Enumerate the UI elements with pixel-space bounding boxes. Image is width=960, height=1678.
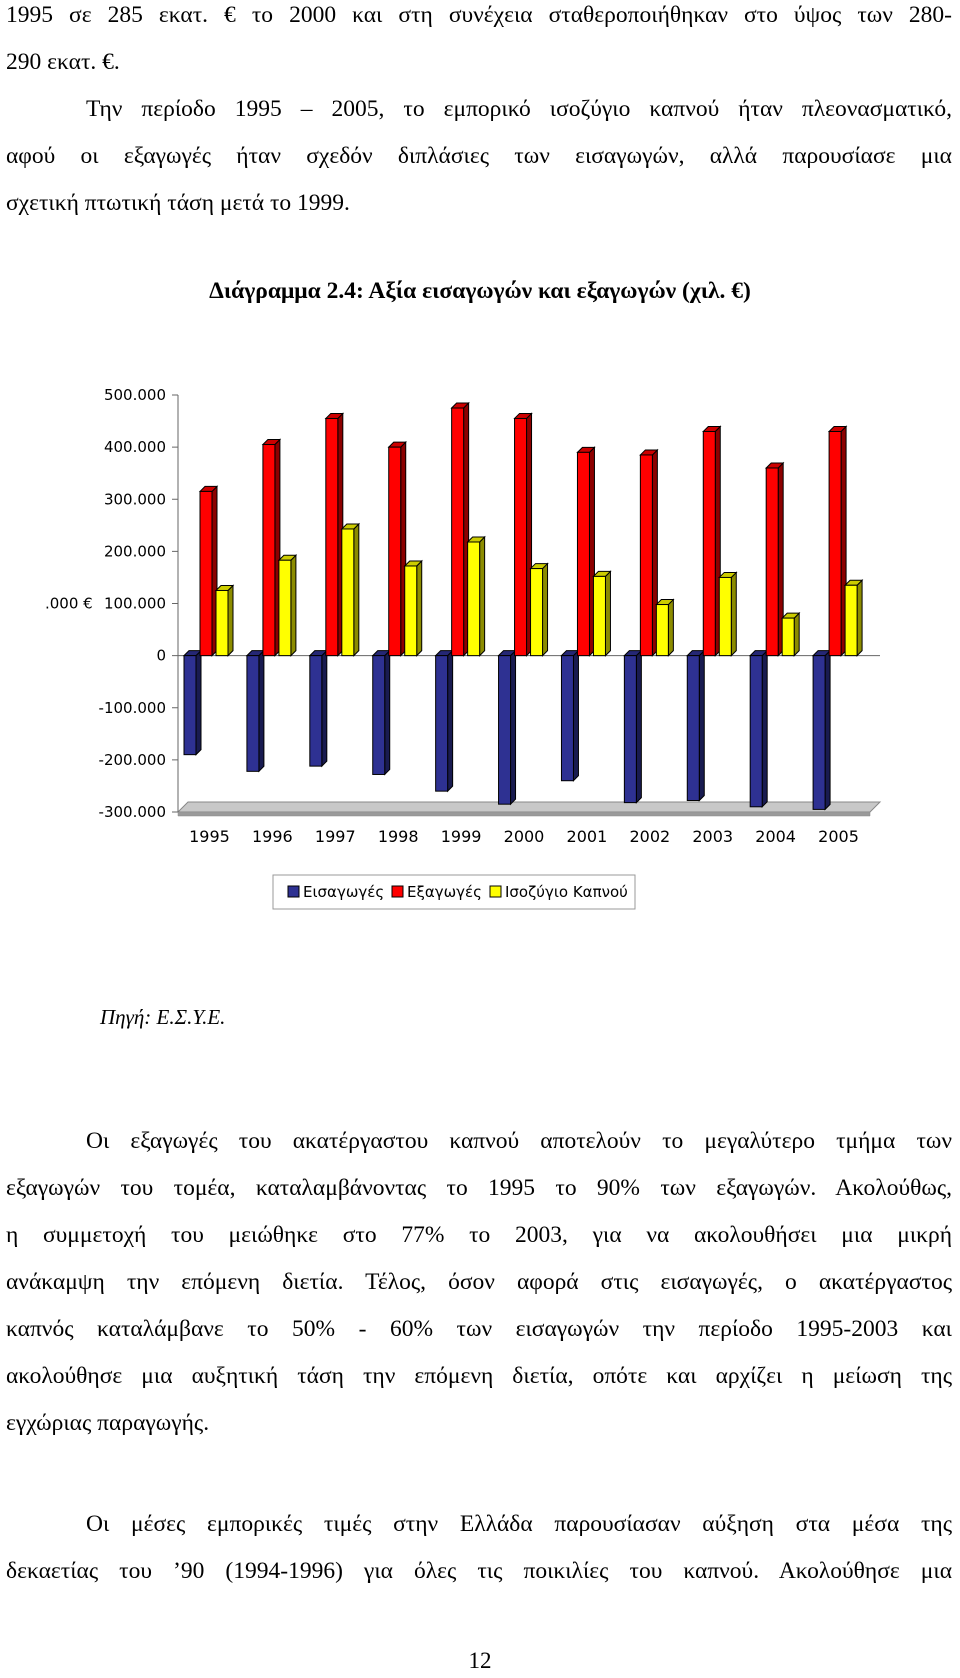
bar-side [511,651,516,805]
bar-side [417,561,422,656]
bar-side [228,585,233,655]
bar-εισαγωγές [561,651,578,781]
bar-εισαγωγές [373,651,390,775]
bar-front [656,605,668,656]
text-line: σχετική πτωτική τάση μετά το 1999. [6,190,350,216]
legend-swatch [288,886,299,897]
text-line: εγχώριας παραγωγής. [6,1410,210,1436]
bar-εισαγωγές [184,651,201,755]
bar-εξαγωγές [326,413,343,655]
paragraph-intro [6,0,952,227]
y-tick-label: 300.000 [103,490,166,509]
bar-front [200,491,212,655]
bar-ισοζύγιο-καπνού [468,537,485,656]
bar-front [310,656,322,767]
bar-front [405,566,417,656]
bar-ισοζύγιο-καπνού [719,572,736,655]
bar-front [468,542,480,656]
y-axis-label: .000 € [45,594,93,613]
bar-front [184,656,196,755]
bar-side [291,555,296,655]
y-tick-label: 200.000 [103,542,166,561]
bar-side [196,651,201,755]
bar-front [750,656,762,807]
bar-side [573,651,578,781]
bar-εισαγωγές [436,651,453,792]
x-tick-label: 1997 [314,827,356,846]
bar-side [480,537,485,656]
bar-ισοζύγιο-καπνού [216,585,233,655]
bar-front [342,529,354,656]
bar-front [687,656,699,801]
y-tick-label: 0 [156,646,166,665]
trade-balance-chart [0,386,960,940]
bar-front [279,560,291,655]
x-tick-label: 1999 [440,827,482,846]
bar-side [322,651,327,767]
bar-front [624,656,636,803]
text-line: Οι εξαγωγές του ακατέργαστου καπνού αποτελούν το μεγαλύτερο τμήμα των [86,1128,952,1154]
bar-front [640,455,652,656]
bar-εξαγωγές [515,413,532,655]
bar-side [636,651,641,803]
text-line: αφού οι εξαγωγές ήταν σχεδόν διπλάσιες των εισαγωγών, αλλά παρουσίασε μια [6,143,952,169]
bar-εξαγωγές [263,440,280,656]
x-tick-label: 2005 [818,827,859,846]
x-tick-label: 2000 [503,827,545,846]
x-tick-label: 2002 [629,827,671,846]
y-tick-label: 100.000 [103,594,166,613]
bar-front [593,576,605,655]
legend-swatch [490,886,501,897]
bar-front [719,577,731,655]
bar-front [326,418,338,655]
bar-ισοζύγιο-καπνού [279,555,296,655]
legend-label: Εξαγωγές [407,883,482,901]
x-tick-label: 1995 [189,827,230,846]
bar-ισοζύγιο-καπνού [593,571,610,655]
bar-front [247,656,259,772]
paragraph-exports [6,1118,952,1447]
chart-floor-edge [178,812,870,816]
bar-front [703,431,715,655]
legend-label: Εισαγωγές [303,883,385,901]
bar-εισαγωγές [813,651,830,810]
text-line: η συμμετοχή του μειώθηκε στο 77% το 2003, για να ακολουθήσει μια μικρή [6,1222,952,1248]
bar-εισαγωγές [624,651,641,803]
bar-front [373,656,385,775]
bar-front [531,569,543,656]
bar-side [762,651,767,807]
paragraph-prices [6,1501,952,1595]
x-tick-label: 2004 [755,827,796,846]
legend-swatch [392,886,403,897]
text-line: ακολούθησε μια αυξητική τάση την επόμενη διετία, οπότε και αρχίζει η μείωση της [6,1363,952,1389]
chart-bars [184,403,862,809]
bar-side [543,564,548,656]
y-tick-label: -100.000 [98,698,166,717]
bar-εξαγωγές [389,442,406,656]
text-line: Οι μέσες εμπορικές τιμές στην Ελλάδα παρουσίασαν αύξηση στα μέσα της [86,1511,952,1537]
bar-front [499,656,511,805]
bar-front [782,618,794,656]
bar-εισαγωγές [499,651,516,805]
figure-source: Πηγή: Ε.Σ.Υ.Ε. [100,1005,226,1029]
bar-front [829,431,841,655]
y-tick-label: 500.000 [103,386,166,404]
bar-ισοζύγιο-καπνού [845,580,862,655]
bar-side [448,651,453,792]
x-tick-label: 1998 [377,827,419,846]
bar-front [216,590,228,655]
bar-εισαγωγές [687,651,704,801]
x-tick-label: 2001 [566,827,608,846]
x-tick-label: 1996 [252,827,293,846]
page-number: 12 [468,1648,492,1673]
bar-front [766,468,778,656]
bar-ισοζύγιο-καπνού [531,564,548,656]
bar-side [731,572,736,655]
bar-εισαγωγές [247,651,264,772]
text-line: ανάκαμψη την επόμενη διετία. Τέλος, όσον αφορά στις εισαγωγές, ο ακατέργαστος [6,1269,952,1295]
legend-label: Ισοζύγιο Καπνού [505,883,628,901]
bar-front [845,585,857,655]
text-line: δεκαετίας του ’90 (1994-1996) για όλες τις ποικιλίες του καπνού. Ακολούθησε μια [6,1558,952,1584]
bar-front [263,445,275,656]
figure-caption: Διάγραμμα 2.4: Αξία εισαγωγών και εξαγωγών (χιλ. €) [209,278,751,304]
bar-ισοζύγιο-καπνού [342,524,359,656]
bar-εξαγωγές [703,426,720,655]
bar-side [699,651,704,801]
bar-εξαγωγές [766,463,783,656]
bar-εξαγωγές [577,447,594,655]
y-tick-label: 400.000 [103,438,166,457]
bar-side [259,651,264,772]
bar-εξαγωγές [829,426,846,655]
bar-side [668,600,673,656]
text-line: εξαγωγών του τομέα, καταλαμβάνοντας το 1995 το 90% των εξαγωγών. Ακολούθως, [6,1175,952,1201]
y-tick-label: -300.000 [98,803,166,821]
bar-front [813,656,825,810]
bar-ισοζύγιο-καπνού [656,600,673,656]
bar-εισαγωγές [310,651,327,767]
bar-ισοζύγιο-καπνού [782,613,799,656]
bar-side [857,580,862,655]
chart-floor [178,802,880,812]
bar-side [605,571,610,655]
bar-εξαγωγές [452,403,469,656]
bar-εισαγωγές [750,651,767,807]
bar-front [561,656,573,781]
bar-εξαγωγές [640,450,657,656]
bar-side [385,651,390,775]
bar-front [577,452,589,655]
x-tick-label: 2003 [692,827,734,846]
bar-εξαγωγές [200,486,217,655]
text-line: 290 εκατ. €. [6,49,120,75]
bar-front [452,408,464,656]
bar-ισοζύγιο-καπνού [405,561,422,656]
bar-side [794,613,799,656]
y-tick-label: -200.000 [98,750,166,769]
text-line: καπνός καταλάμβανε το 50% - 60% των εισαγωγών την περίοδο 1995-2003 και [6,1316,952,1342]
chart-legend [273,875,635,909]
bar-side [825,651,830,810]
bar-front [389,447,401,656]
bar-side [354,524,359,656]
bar-front [515,418,527,655]
text-line: 1995 σε 285 εκατ. € το 2000 και στη συνέχεια σταθεροποιήθηκαν στο ύψος των 280- [6,2,952,28]
bar-front [436,656,448,792]
text-line: Την περίοδο 1995 – 2005, το εμπορικό ισοζύγιο καπνού ήταν πλεονασματικό, [86,96,952,122]
